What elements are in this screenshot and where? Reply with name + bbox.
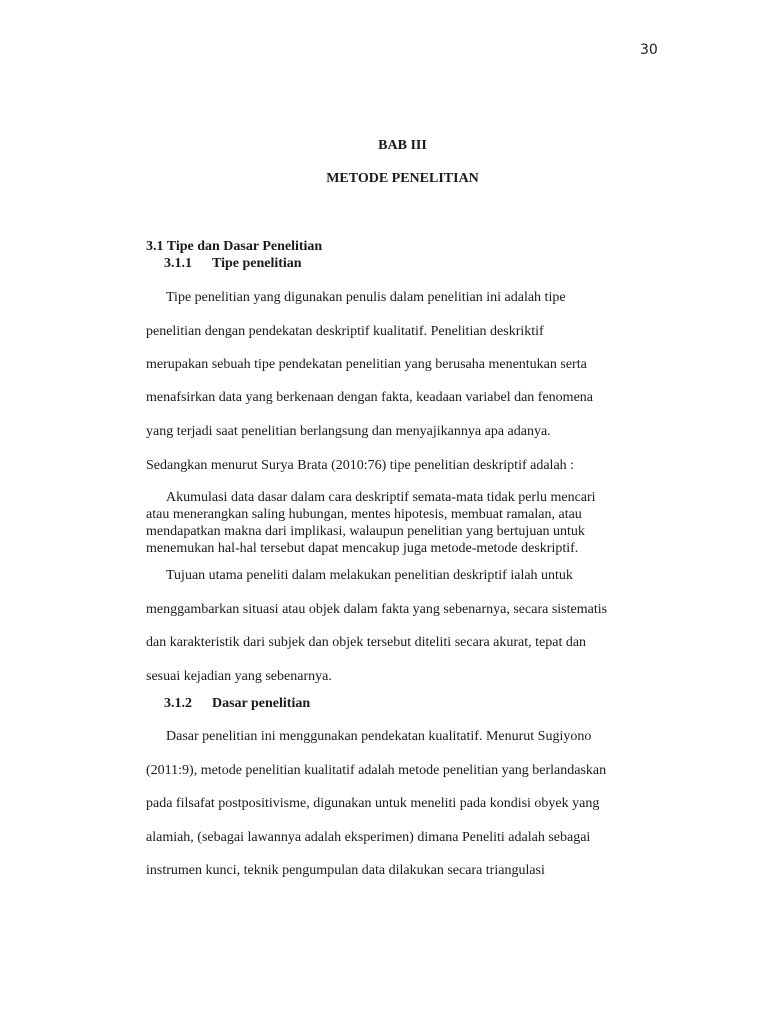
- quote-line: Akumulasi data dasar dalam cara deskriptif semata-mata tidak perlu mencari: [166, 490, 596, 505]
- subheading-number: 3.1.2: [164, 696, 192, 711]
- paragraph-line: pada filsafat postpositivisme, digunakan untuk meneliti pada kondisi obyek yang: [146, 796, 600, 811]
- subheading-number: 3.1.1: [164, 256, 192, 271]
- paragraph-line: menggambarkan situasi atau objek dalam fakta yang sebenarnya, secara sistematis: [146, 602, 608, 617]
- quote-line: atau menerangkan saling hubungan, mentes hipotesis, membuat ramalan, atau: [146, 507, 582, 522]
- paragraph-line: Tipe penelitian yang digunakan penulis dalam penelitian ini adalah tipe: [166, 290, 566, 305]
- paragraph-line: Tujuan utama peneliti dalam melakukan penelitian deskriptif ialah untuk: [166, 568, 573, 583]
- quote-line: menemukan hal-hal tersebut dapat mencakup juga metode-metode deskriptif.: [146, 541, 579, 556]
- paragraph-line: alamiah, (sebagai lawannya adalah eksperimen) dimana Peneliti adalah sebagai: [146, 830, 591, 845]
- paragraph-line: menafsirkan data yang berkenaan dengan fakta, keadaan variabel dan fenomena: [146, 390, 593, 405]
- subheading-title: Dasar penelitian: [212, 696, 311, 711]
- paragraph-line: (2011:9), metode penelitian kualitatif adalah metode penelitian yang berlandaskan: [146, 763, 607, 778]
- quote-line: mendapatkan makna dari implikasi, walaupun penelitian yang bertujuan untuk: [146, 524, 585, 539]
- page-number: 30: [640, 42, 658, 58]
- paragraph-line: Sedangkan menurut Surya Brata (2010:76) tipe penelitian deskriptif adalah :: [146, 458, 575, 473]
- paragraph-line: sesuai kejadian yang sebenarnya.: [146, 669, 332, 684]
- paragraph-line: instrumen kunci, teknik pengumpulan data dilakukan secara triangulasi: [146, 863, 545, 878]
- chapter-title: BAB III: [378, 138, 427, 153]
- section-heading: 3.1 Tipe dan Dasar Penelitian: [146, 239, 323, 254]
- subheading-3-1-2: [164, 696, 310, 712]
- subheading-3-1-1: [164, 256, 302, 272]
- chapter-subtitle: METODE PENELITIAN: [326, 171, 479, 186]
- paragraph-line: penelitian dengan pendekatan deskriptif kualitatif. Penelitian deskriktif: [146, 324, 544, 339]
- paragraph-line: merupakan sebuah tipe pendekatan penelitian yang berusaha menentukan serta: [146, 357, 587, 372]
- subheading-title: Tipe penelitian: [212, 256, 302, 271]
- paragraph-line: Dasar penelitian ini menggunakan pendekatan kualitatif. Menurut Sugiyono: [166, 729, 592, 744]
- paragraph-line: yang terjadi saat penelitian berlangsung dan menyajikannya apa adanya.: [146, 424, 551, 439]
- paragraph-line: dan karakteristik dari subjek dan objek tersebut diteliti secara akurat, tepat dan: [146, 635, 587, 650]
